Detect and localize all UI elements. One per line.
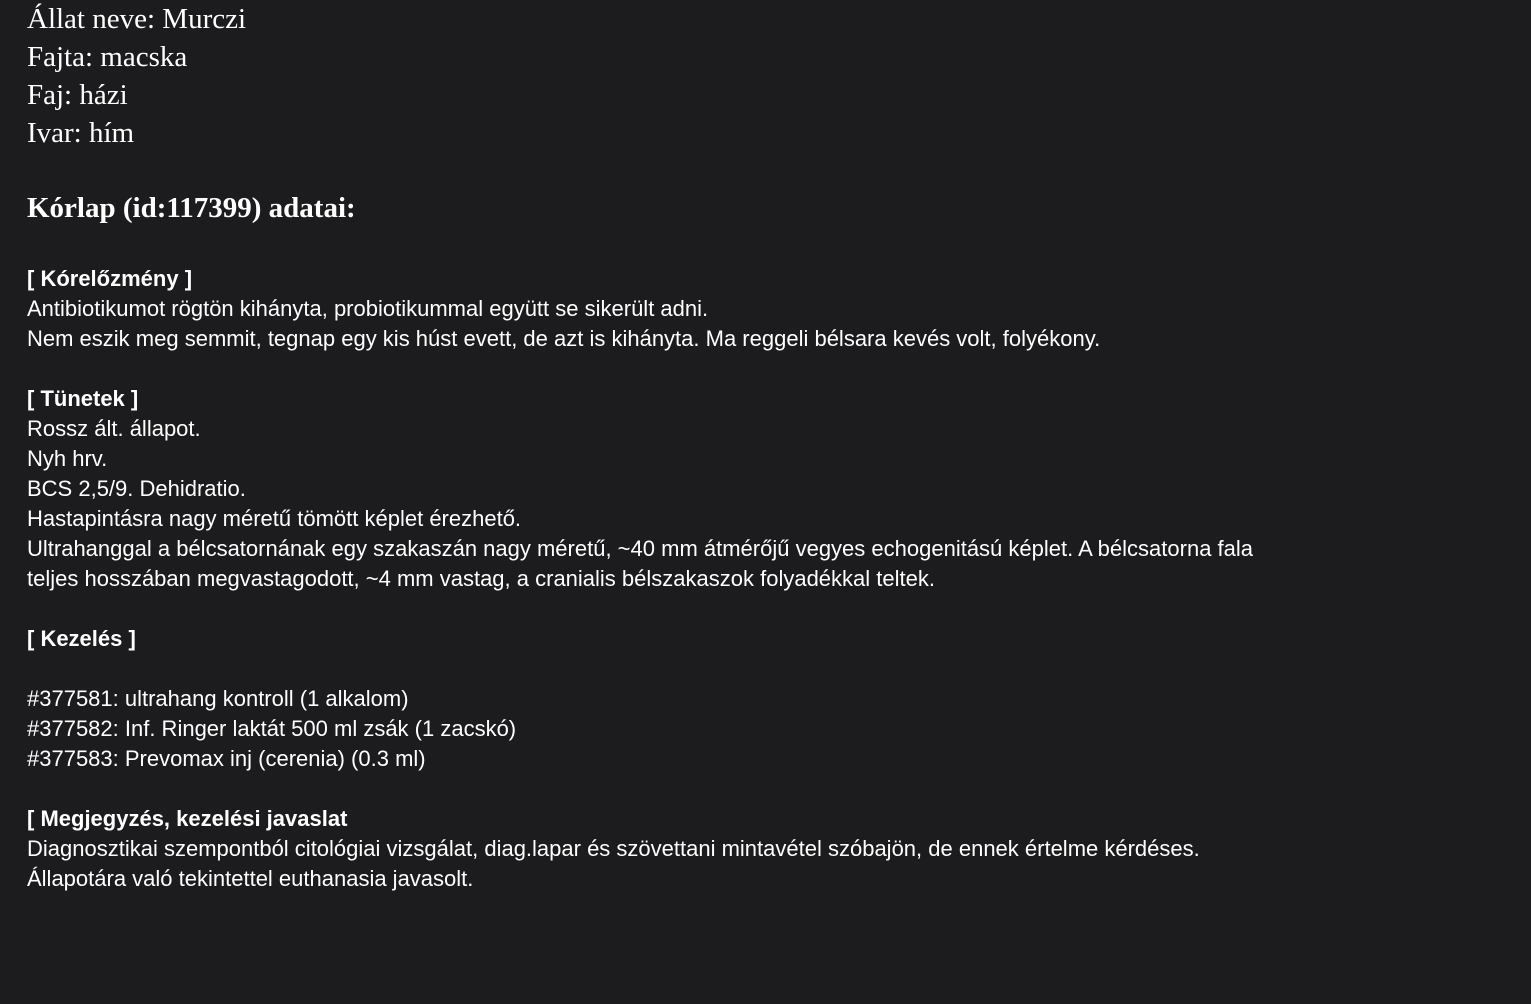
animal-breed: Fajta: macska <box>27 41 188 73</box>
spacer <box>27 774 1507 804</box>
spacer <box>27 654 1507 684</box>
treatment-section <box>27 624 1507 774</box>
symptom-line: BCS 2,5/9. Dehidratio. <box>27 476 246 501</box>
animal-name: Állat neve: Murczi <box>27 3 247 35</box>
treatment-item: #377583: Prevomax inj (cerenia) (0.3 ml) <box>27 746 426 771</box>
symptom-line: Rossz ált. állapot. <box>27 416 201 441</box>
record-title: Kórlap (id:117399) adatai: <box>27 192 356 224</box>
notes-section <box>27 804 1507 894</box>
symptom-line: teljes hosszában megvastagodott, ~4 mm vastag, a cranialis bélszakaszok folyadékkal teltek. <box>27 566 935 591</box>
record-body <box>27 264 1507 894</box>
symptom-line: Hastapintásra nagy méretű tömött képlet érezhető. <box>27 506 522 531</box>
history-heading: [ Kórelőzmény ] <box>27 266 193 291</box>
animal-species: Faj: házi <box>27 79 128 111</box>
animal-sex: Ivar: hím <box>27 117 135 149</box>
treatment-heading: [ Kezelés ] <box>27 626 136 651</box>
treatment-item: #377581: ultrahang kontroll (1 alkalom) <box>27 686 409 711</box>
symptoms-heading: [ Tünetek ] <box>27 386 139 411</box>
symptom-line: Nyh hrv. <box>27 446 108 471</box>
history-line: Antibiotikumot rögtön kihányta, probiotikummal együtt se sikerült adni. <box>27 296 709 321</box>
symptoms-section <box>27 384 1507 594</box>
spacer <box>27 354 1507 384</box>
animal-info <box>27 0 1507 152</box>
notes-line: Diagnosztikai szempontból citológiai vizsgálat, diag.lapar és szövettani mintavétel szóbajön, de ennek értelme kérdéses. <box>27 836 1200 861</box>
history-section <box>27 264 1507 354</box>
treatment-item: #377582: Inf. Ringer laktát 500 ml zsák (1 zacskó) <box>27 716 517 741</box>
notes-heading: [ Megjegyzés, kezelési javaslat <box>27 806 348 831</box>
symptom-line: Ultrahanggal a bélcsatornának egy szakaszán nagy méretű, ~40 mm átmérőjű vegyes echogenitású képlet. A bélcsatorna fala <box>27 536 1254 561</box>
spacer <box>27 594 1507 624</box>
notes-line: Állapotára való tekintettel euthanasia javasolt. <box>27 866 474 891</box>
medical-record-page <box>27 0 1507 891</box>
history-line: Nem eszik meg semmit, tegnap egy kis húst evett, de azt is kihányta. Ma reggeli bélsara kevés volt, folyékony. <box>27 326 1101 351</box>
